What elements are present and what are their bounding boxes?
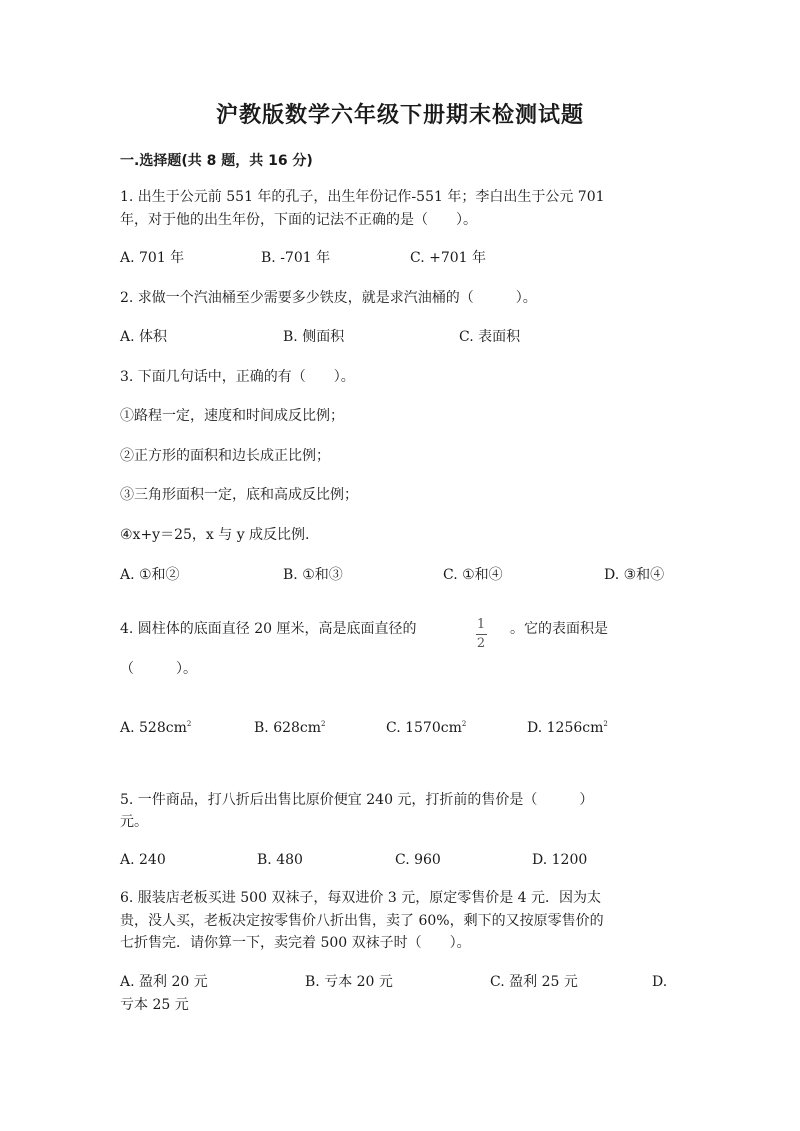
question-6-option-a: A. 盈利 20 元	[120, 974, 208, 990]
question-5-line-1: 5. 一件商品，打八折后出售比原价便宜 240 元，打折前的售价是（ ）	[120, 792, 594, 808]
section-heading: 一.选择题(共 8 题，共 16 分)	[120, 153, 313, 169]
question-3-option-d: D. ③和④	[604, 567, 665, 583]
question-1-line-1: 1. 出生于公元前 551 年的孔子，出生年份记作-551 年；李白出生于公元 701	[120, 189, 605, 205]
question-6-line-1: 6. 服装店老板买进 500 双袜子，每双进价 3 元，原定零售价是 4 元．因为太	[120, 890, 602, 906]
question-5-line-2: 元。	[120, 814, 148, 830]
question-1-option-a: A. 701 年	[120, 250, 185, 266]
question-5-option-c: C. 960	[395, 852, 441, 868]
question-5-option-d: D. 1200	[532, 852, 588, 868]
question-3-option-b: B. ①和③	[283, 567, 343, 583]
question-4-line-2: （ ）。	[120, 661, 197, 677]
question-3-option-c: C. ①和④	[443, 567, 503, 583]
question-6-option-b: B. 亏本 20 元	[305, 974, 393, 990]
question-1-option-c: C. +701 年	[410, 250, 487, 266]
question-3-statement-1: ①路程一定，速度和时间成反比例；	[120, 408, 344, 424]
question-5-option-a: A. 240	[120, 852, 166, 868]
fraction-one-half	[474, 618, 488, 651]
question-4-option-c: C. $1570cm^2$	[386, 720, 467, 736]
question-6-option-d: D.	[652, 974, 668, 990]
question-4-line-1-tail: 。它的表面积是	[510, 621, 608, 637]
question-3-line-1: 3. 下面几句话中，正确的有（ ）。	[120, 369, 355, 385]
question-6-option-c: C. 盈利 25 元	[490, 974, 578, 990]
question-3-statement-3: ③三角形面积一定，底和高成反比例；	[120, 487, 358, 503]
page-title: 沪教版数学六年级下册期末检测试题	[215, 103, 584, 128]
question-6-line-2: 贵，没人买，老板决定按零售价八折出售，卖了 60%，剩下的又按原零售价的	[120, 913, 604, 929]
question-4-line-1: 4. 圆柱体的底面直径 20 厘米，高是底面直径的	[120, 621, 417, 637]
question-1-line-2: 年，对于他的出生年份，下面的记法不正确的是（ ）。	[120, 212, 477, 228]
question-6-line-3: 七折售完．请你算一下，卖完着 500 双袜子时（ ）。	[120, 935, 471, 951]
question-1-option-b: B. -701 年	[261, 250, 331, 266]
question-2-line-1: 2. 求做一个汽油桶至少需要多少铁皮，就是求汽油桶的（ ）。	[120, 290, 537, 306]
fraction-numerator: 1	[476, 617, 486, 632]
question-4-option-b: B. $628cm^2$	[254, 720, 326, 736]
question-3-statement-4: ④x+y＝25，x 与 y 成反比例.	[120, 527, 310, 543]
question-4-option-a: A. $528cm^2$	[120, 720, 192, 736]
question-6-option-d-text: 亏本 25 元	[120, 997, 189, 1013]
fraction-bar	[476, 634, 487, 635]
question-2-option-c: C. 表面积	[459, 329, 521, 345]
question-4-option-d: D. $1256cm^2$	[527, 720, 608, 736]
question-3-statement-2: ②正方形的面积和边长成正比例；	[120, 448, 330, 464]
question-5-option-b: B. 480	[257, 852, 303, 868]
question-2-option-b: B. 侧面积	[283, 329, 345, 345]
fraction-denominator: 2	[476, 636, 486, 651]
question-3-option-a: A. ①和②	[120, 567, 180, 583]
question-2-option-a: A. 体积	[120, 329, 168, 345]
